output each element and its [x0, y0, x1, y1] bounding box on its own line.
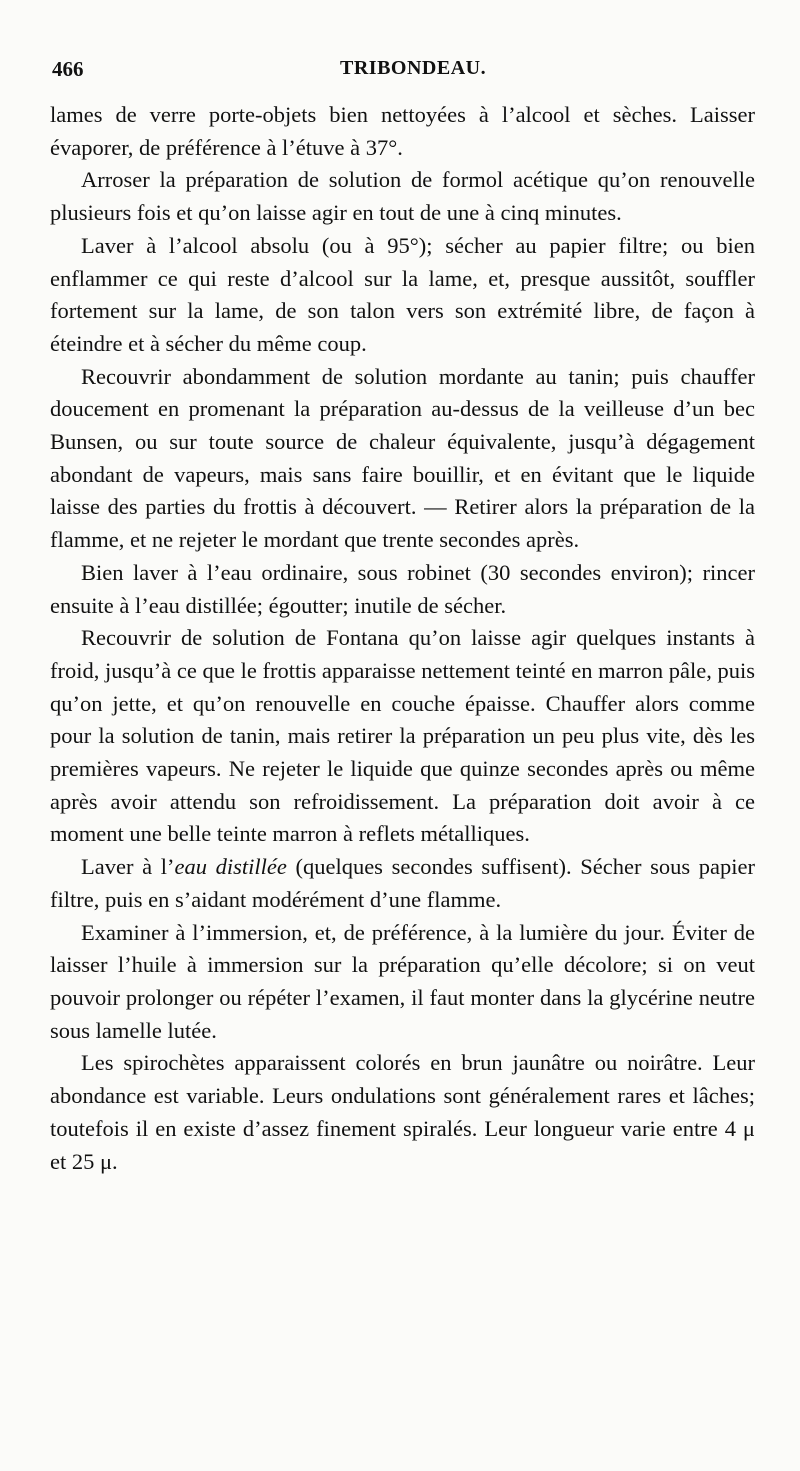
body-text — [50, 99, 755, 1178]
paragraph-alcool: Laver à l’alcool absolu (ou à 95°); sécher au papier filtre; ou bien enflammer ce qui reste d’alcool sur la lame, et, presque aussitôt, souffler fortement sur la lame, de son talon vers son extrémité libre, de façon à éteindre et à sécher du même coup. — [50, 232, 755, 356]
paragraph-continuation: lames de verre porte-objets bien nettoyées à l’alcool et sèches. Laisser évaporer, de préférence à l’étuve à 37°. — [50, 102, 755, 160]
paragraph-eau-distillee — [50, 851, 755, 916]
running-title: TRIBONDEAU. — [340, 57, 487, 79]
paragraph-tanin: Recouvrir abondamment de solution mordante au tanin; puis chauffer doucement en promenant la préparation au-dessus de la veilleuse d’un bec Bunsen, ou sur toute source de chaleur équivalente, jusqu’à dégagement abondant de vapeurs, mais sans faire bouillir, et en évitant que le liquide laisse des parties du frottis à découvert. — Retirer alors la préparation de la flamme, et ne rejeter le mordant que trente secondes après. — [50, 363, 755, 553]
paragraph-text-before: Laver à l’ — [81, 854, 175, 880]
paragraph-examiner: Examiner à l’immersion, et, de préférence, à la lumière du jour. Éviter de laisser l’huile à immersion sur la préparation qu’elle décolore; si on veut pouvoir prolonger ou répéter l’examen, il faut monter dans la glycérine neutre sous lamelle lutée. — [50, 919, 755, 1043]
paragraph-formol: Arroser la préparation de solution de formol acétique qu’on renouvelle plusieurs fois et qu’on laisse agir en tout de une à cinq minutes. — [50, 167, 755, 226]
paragraph-text-after: (quelques secondes suffisent). Sécher sous papier filtre, puis en s’aidant modérément d’une flamme. — [50, 854, 755, 912]
page-header — [52, 57, 752, 91]
paragraph-spirochetes: Les spirochètes apparaissent colorés en brun jaunâtre ou noirâtre. Leur abondance est variable. Leurs ondulations sont généralement rares et lâches; toutefois il en existe d’assez finement spiralés. Leur longueur varie entre 4 μ et 25 μ. — [50, 1050, 755, 1174]
page-number: 466 — [52, 57, 84, 81]
italic-term: eau distillée — [174, 854, 287, 880]
paragraph-lavage: Bien laver à l’eau ordinaire, sous robinet (30 secondes environ); rincer ensuite à l’eau distillée; égoutter; inutile de sécher. — [50, 559, 755, 618]
paragraph-fontana: Recouvrir de solution de Fontana qu’on laisse agir quelques instants à froid, jusqu’à ce que le frottis apparaisse nettement teinté en marron pâle, puis qu’on jette, et qu’on renouvelle en couche épaisse. Chauffer alors comme pour la solution de tanin, mais retirer la préparation un peu plus vite, dès les premières vapeurs. Ne rejeter le liquide que quinze secondes après ou même après avoir attendu son refroidissement. La préparation doit avoir à ce moment une belle teinte marron à reflets métalliques. — [50, 625, 755, 847]
